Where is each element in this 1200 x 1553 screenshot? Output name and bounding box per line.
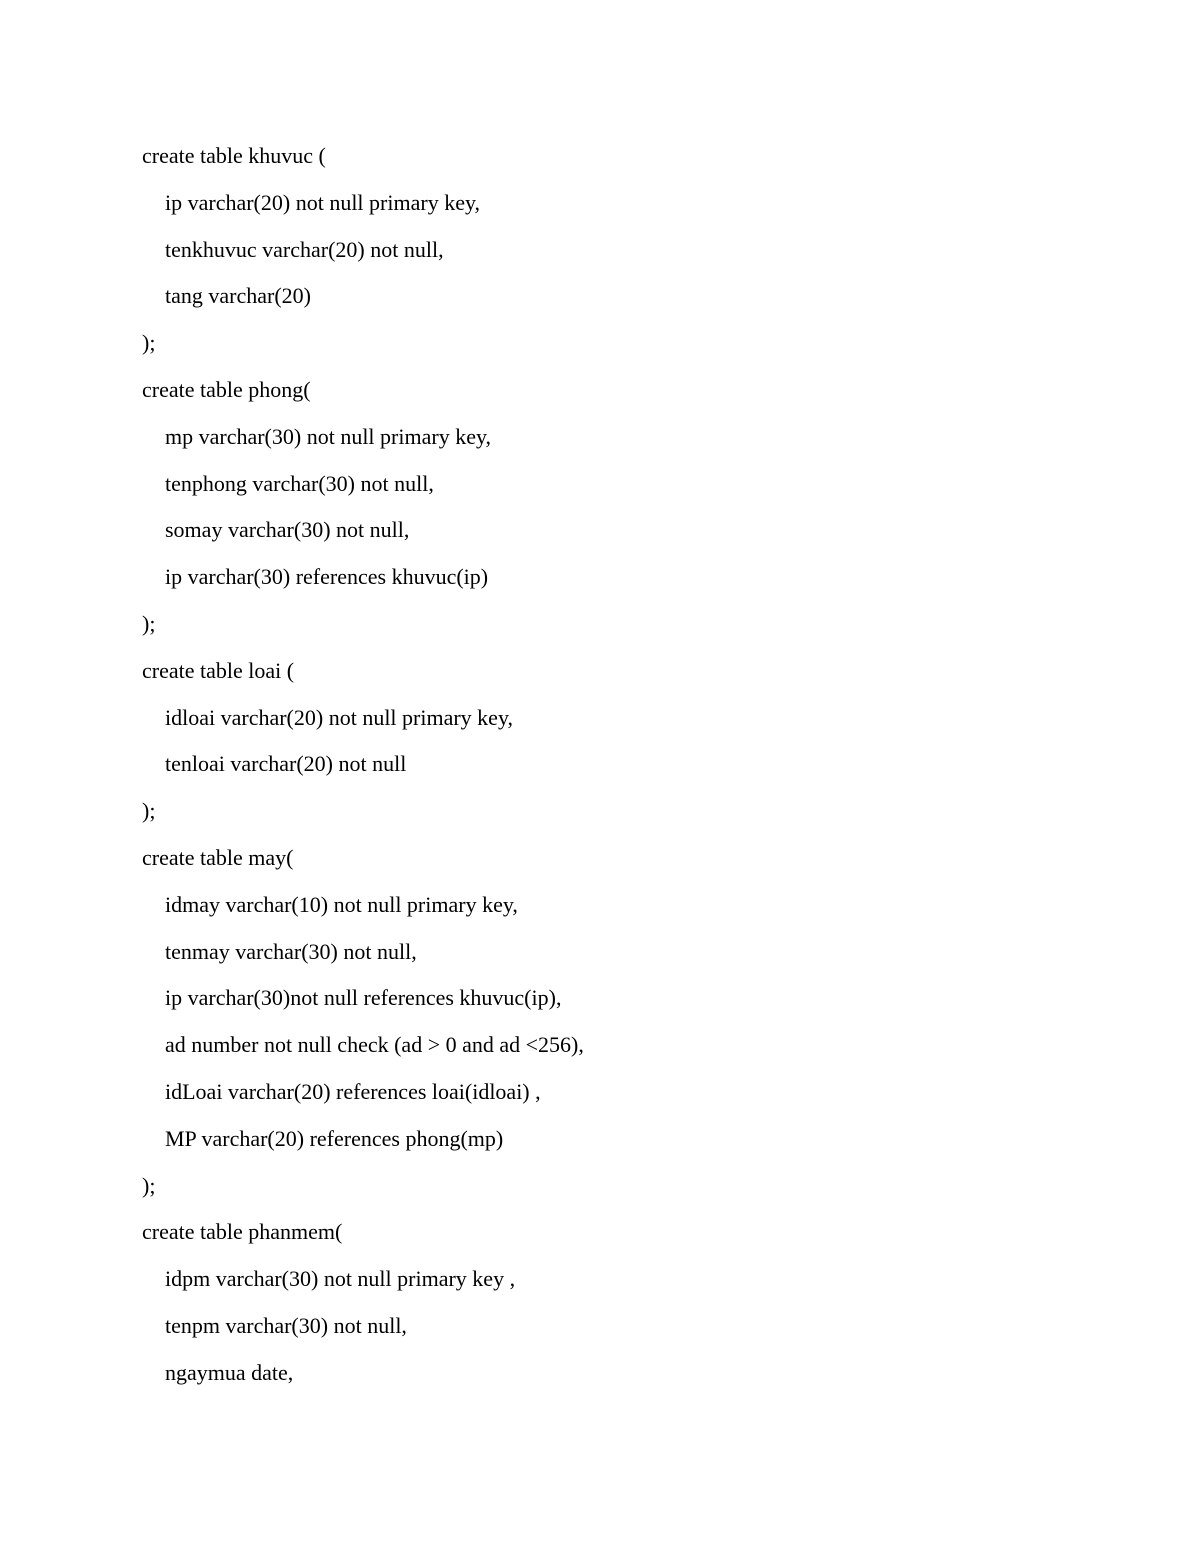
code-line: mp varchar(30) not null primary key,	[165, 423, 492, 449]
code-line: MP varchar(20) references phong(mp)	[165, 1125, 504, 1151]
code-line: ip varchar(20) not null primary key,	[165, 189, 481, 215]
code-line: );	[142, 1172, 156, 1198]
code-line: idLoai varchar(20) references loai(idloai) ,	[165, 1078, 541, 1104]
code-line: idpm varchar(30) not null primary key ,	[165, 1266, 516, 1292]
code-line: create table phanmem(	[142, 1219, 343, 1245]
sql-code-block	[142, 133, 1042, 1397]
code-line: tenkhuvuc varchar(20) not null,	[165, 236, 444, 262]
code-line: );	[142, 798, 156, 824]
code-line: create table loai (	[142, 657, 295, 683]
code-line: create table khuvuc (	[142, 143, 326, 168]
code-line: ad number not null check (ad > 0 and ad <256),	[165, 1032, 584, 1058]
code-line: create table may(	[142, 844, 294, 870]
code-line: tenpm varchar(30) not null,	[165, 1312, 407, 1338]
code-line: );	[142, 610, 156, 636]
code-line: tang varchar(20)	[165, 283, 311, 309]
code-line: ngaymua date,	[165, 1359, 294, 1385]
code-line: ip varchar(30) references khuvuc(ip)	[165, 564, 489, 590]
code-line: somay varchar(30) not null,	[165, 517, 410, 543]
code-line: create table phong(	[142, 376, 311, 402]
code-line: tenphong varchar(30) not null,	[165, 470, 434, 496]
code-line: tenmay varchar(30) not null,	[165, 938, 417, 964]
code-line: idloai varchar(20) not null primary key,	[165, 704, 514, 730]
code-line: idmay varchar(10) not null primary key,	[165, 891, 518, 917]
code-line: tenloai varchar(20) not null	[165, 751, 407, 777]
code-line: );	[142, 330, 156, 356]
code-line: ip varchar(30)not null references khuvuc(ip),	[165, 985, 562, 1011]
